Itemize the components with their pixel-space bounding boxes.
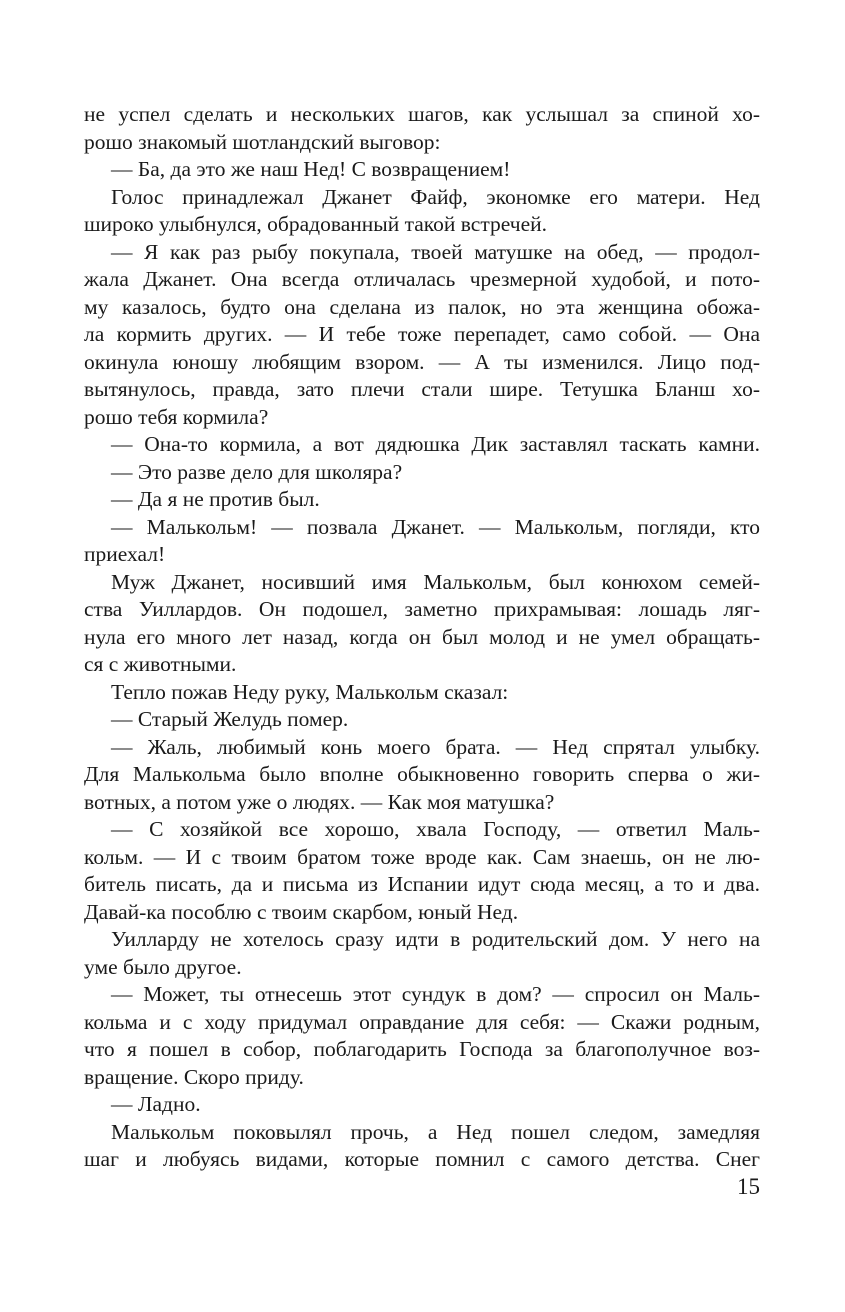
text-line: кольм. — И с твоим братом тоже вроде как. Сам знаешь, он не лю- [84,844,760,869]
text-line: му казалось, будто она сделана из палок, но эта женщина обожа- [84,294,760,319]
text-line: — Ба, да это же наш Нед! С возвращением! [111,157,511,181]
text-line: — Жаль, любимый конь моего брата. — Нед спрятал улыбку. [111,734,760,759]
text-line: жала Джанет. Она всегда отличалась чрезмерной худобой, и пото- [84,267,760,291]
text-line: битель писать, да и письма из Испании идут сюда месяц, а то и два. [84,872,760,896]
text-line: что я пошел в собор, поблагодарить Господа за благополучное воз- [84,1037,760,1061]
text-line: Давай-ка пособлю с твоим скарбом, юный Нед. [84,899,519,924]
text-line: Муж Джанет, носивший имя Малькольм, был конюхом семей- [111,569,760,594]
text-line: ла кормить других. — И тебе тоже перепадет, само собой. — Она [84,322,760,346]
text-line: — Она-то кормила, а вот дядюшка Дик заставлял таскать камни. [111,432,760,456]
text-line: ся с животными. [84,652,237,676]
text-line: приехал! [84,542,166,566]
text-line: — Старый Желудь помер. [111,707,349,731]
text-line: Голос принадлежал Джанет Файф, экономке его матери. Нед [111,184,760,209]
text-line: Тепло пожав Неду руку, Малькольм сказал: [111,679,509,704]
text-line: — Ладно. [111,1092,201,1116]
text-line: вотных, а потом уже о людях. — Как моя матушка? [84,789,555,814]
text-line: вытянулось, правда, зато плечи стали шире. Тетушка Бланш хо- [84,377,760,401]
text-line: — Малькольм! — позвала Джанет. — Малькольм, погляди, кто [111,514,760,539]
text-line: — Это разве дело для школяра? [111,459,403,484]
text-line: — Я как раз рыбу покупала, твоей матушке на обед, — продол- [111,239,760,264]
text-line: рошо знакомый шотландский выговор: [84,129,441,154]
text-line: Малькольм поковылял прочь, а Нед пошел следом, замедляя [111,1119,760,1144]
text-line: Уилларду не хотелось сразу идти в родительский дом. У него на [111,927,760,951]
text-line: — Да я не против был. [111,487,320,511]
text-line: вращение. Скоро приду. [84,1064,304,1089]
page-number: 15 [737,1174,760,1199]
text-line: шаг и любуясь видами, которые помнил с самого детства. Снег [84,1147,760,1171]
text-line: — С хозяйкой все хорошо, хвала Господу, — ответил Маль- [111,817,760,841]
text-line: — Может, ты отнесешь этот сундук в дом? — спросил он Маль- [111,982,760,1006]
text-line: не успел сделать и нескольких шагов, как услышал за спиной хо- [84,102,760,126]
text-line: Для Малькольма было вполне обыкновенно говорить сперва о жи- [84,762,760,786]
text-line: окинула юношу любящим взором. — А ты изменился. Лицо под- [84,349,760,374]
text-line: ства Уиллардов. Он подошел, заметно прихрамывая: лошадь ляг- [84,597,760,621]
text-line: кольма и с ходу придумал оправдание для себя: — Скажи родным, [84,1009,760,1034]
body-text [84,101,760,1174]
text-line: уме было другое. [84,954,242,979]
text-line: нула его много лет назад, когда он был молод и не умел обращать- [84,624,760,649]
text-line: широко улыбнулся, обрадованный такой встречей. [84,212,548,236]
text-line: рошо тебя кормила? [84,404,269,429]
